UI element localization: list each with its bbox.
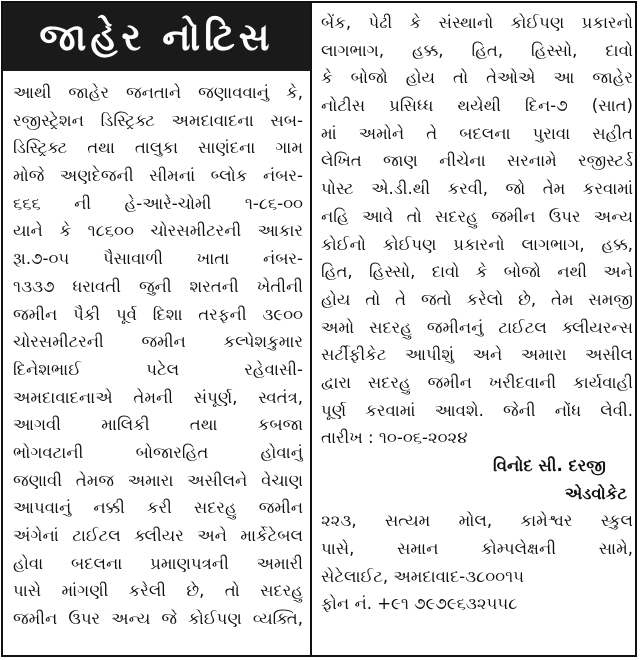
- body-line: મોજે અણદેજની સીમનાં બ્લોક નંબર-: [13, 166, 303, 186]
- body-line: માં અમોને તે બદલના પુરાવા સહીત: [321, 123, 633, 143]
- body-line: દ્વારા સદરહુ જમીન ખરીદવાની કાર્યવાહી: [321, 372, 633, 392]
- phone-line: ફોન નં. +૯૧ ૭૯૭૯૬૩૨૫૫૮: [321, 594, 518, 614]
- body-line: યાને કે ૧૮૬૦૦ ચોરસમીટરની આકાર: [13, 221, 303, 241]
- body-line: નોટીસ પ્રસિધ્ધ થયેથી દિન-૭ (સાત): [321, 96, 633, 116]
- body-line: પૂર્ણ કરવામાં આવશે. જેની નોંધ લેવી.: [321, 400, 633, 420]
- signatory-name: વિનોદ સી. દરજી: [493, 456, 606, 475]
- notice-header: [3, 3, 310, 71]
- body-line: નહિ આવે તો સદરહુ જમીન ઉપર અન્ય: [321, 206, 633, 226]
- body-line: કોઈનો કોઈપણ પ્રકારનો લાગભાગ, હક્ક,: [321, 234, 633, 254]
- body-line: અમદાવાદનાએ તેમની સંપૂર્ણ, સ્વતંત્ર,: [13, 387, 303, 407]
- body-line: ડિસ્ટ્રિક્ટ તથા તાલુકા સાણંદના ગામ: [13, 138, 303, 158]
- public-notice: [1, 1, 637, 657]
- notice-body-right-column: [321, 9, 633, 618]
- address-line: સેટેલાઈટ, અમદાવાદ-૩૮૦૦૧૫: [321, 566, 524, 586]
- address-line: ૨૨૩, સત્યમ મોલ, કામેશ્વર સ્કુલ: [321, 511, 633, 531]
- body-line: હોવા બદલના પ્રમાણપત્રની અમારી: [13, 553, 303, 573]
- body-line: સર્ટીફીકેટ આપીશું અને અમારા અસીલ: [321, 345, 633, 365]
- body-line: અંગેનાં ટાઈટલ ક્લીયર અને માર્કેટેબલ: [13, 526, 303, 545]
- body-line: ૧૩૩૭ ધરાવતી જુની શરતની ખેતીની: [13, 276, 303, 296]
- body-line: ભોગવટાની બોજારહિત હોવાનું: [13, 442, 303, 462]
- body-line: જમીન ઉપર અન્ય જે કોઈપણ વ્યક્તિ,: [13, 609, 303, 629]
- body-line: ચોરસમીટરની જમીન કલ્પેશકુમાર: [13, 332, 303, 352]
- body-line: રજીસ્ટ્રેશન ડિસ્ટ્રિક્ટ અમદાવાદના સબ-: [13, 110, 303, 130]
- body-line: જણાવી તેમજ અમારા અસીલને વેચાણ: [13, 470, 303, 490]
- body-line: પાસે માંગણી કરેલી છે, તો સદરહુ: [13, 581, 303, 601]
- body-line: આથી જાહેર જનતાને જણાવવાનું કે,: [13, 83, 303, 102]
- body-line: હિત, હિસ્સો, દાવો કે બોજો નથી અને: [321, 262, 633, 282]
- body-line: ૬૬૬ ની હે-આરે-ચોમી ૧-૮૬-૦૦: [13, 193, 303, 213]
- notice-title: જાહેર નોટિસ: [39, 14, 274, 59]
- body-line: પોસ્ટ એ.ડી.થી કરવી, જો તેમ કરવામાં: [321, 179, 633, 199]
- body-line: લાગભાગ, હક્ક, હિત, હિસ્સો, દાવો: [321, 40, 633, 60]
- body-line: આપવાનું નક્કી કરી સદરહુ જમીન: [13, 498, 303, 518]
- body-line: દિનેશભાઈ પટેલ રહેવાસી-: [13, 359, 303, 379]
- body-line: લેખિત જાણ નીચેના સરનામે રજીસ્ટર્ડ: [321, 151, 633, 171]
- notice-date: તારીખ : ૧૦-૦૬-૨૦૨૪: [321, 428, 468, 448]
- body-line: અમો સદરહુ જમીનનું ટાઈટલ ક્લીયરન્સ: [321, 317, 633, 337]
- body-line: આગવી માલિકી તથા કબજા: [13, 415, 303, 435]
- column-divider: [310, 3, 312, 655]
- body-line: જમીન પૈકી પૂર્વ દિશા તરફની ૩૯૦૦: [13, 304, 303, 324]
- address-line: પાસે, સમાન કોમ્પલેક્ષની સામે,: [321, 539, 633, 559]
- body-line: કે બોજો હોય તો તેઓએ આ જાહેર: [321, 68, 633, 88]
- body-line: હોય તો તે જતો કરેલો છે, તેમ સમજી: [321, 289, 633, 309]
- body-line: બેંક, પેઢી કે સંસ્થાનો કોઈપણ પ્રકારનો: [321, 13, 633, 32]
- body-line: રૂા.૭-૦૫ પૈસાવાળી ખાતા નંબર-: [13, 249, 303, 269]
- signatory-title: એડવોકેટ: [564, 483, 627, 503]
- notice-body-left-column: [13, 79, 303, 633]
